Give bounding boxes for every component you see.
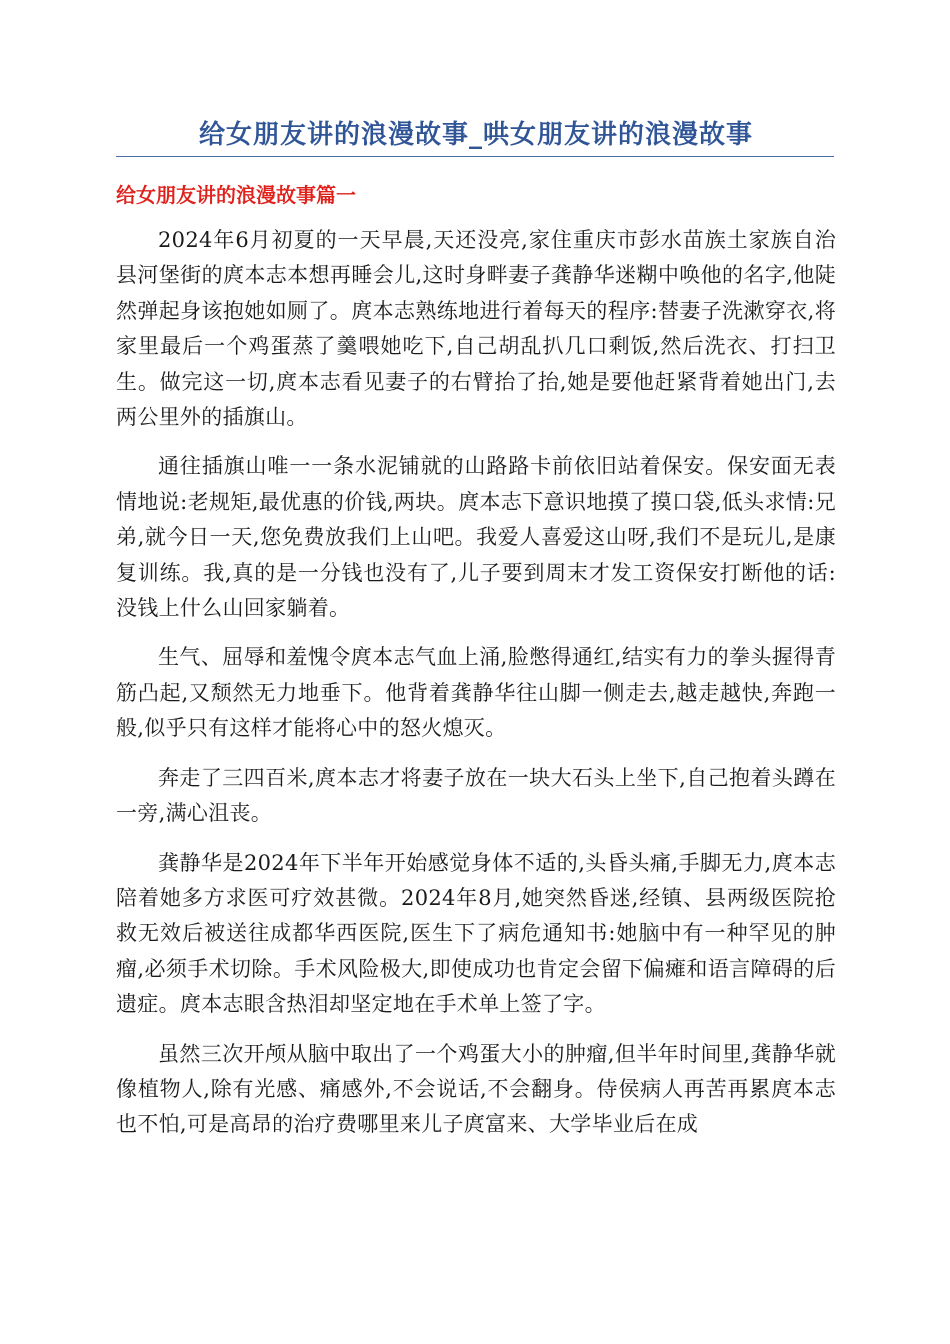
paragraph-1: 2024年6月初夏的一天早晨,天还没亮,家住重庆市彭水苗族土家族自治县河堡街的庹本志本想再睡会儿,这时身畔妻子龚静华迷糊中唤他的名字,他陡然弹起身该抱她如厕了。庹本志熟练地进行着每天的程序:替妻子洗漱穿衣,将家里最后一个鸡蛋蒸了羹喂她吃下,自己胡乱扒几口剩饭,然后洗衣、打扫卫生。做完这一切,庹本志看见妻子的右臂抬了抬,她是要他赶紧背着她出门,去两公里外的插旗山。 [116,228,836,430]
paragraph-6: 虽然三次开颅从脑中取出了一个鸡蛋大小的肿瘤,但半年时间里,龚静华就像植物人,除有光感、痛感外,不会说话,不会翻身。侍侯病人再苦再累庹本志也不怕,可是高昂的治疗费哪里来儿子庹富来、大学毕业后在成 [116,1041,836,1137]
document-title: 给女朋友讲的浪漫故事_哄女朋友讲的浪漫故事 [198,120,753,150]
section-heading: 给女朋友讲的浪漫故事篇一 [116,183,356,207]
title-underline [116,156,834,157]
paragraph-5: 龚静华是2024年下半年开始感觉身体不适的,头昏头痛,手脚无力,庹本志陪着她多方求医可疗效甚微。2024年8月,她突然昏迷,经镇、县两级医院抢救无效后被送往成都华西医院,医生下了病危通知书:她脑中有一种罕见的肿瘤,必须手术切除。手术风险极大,即使成功也肯定会留下偏瘫和语言障碍的后遗症。庹本志眼含热泪却坚定地在手术单上签了字。 [116,850,836,1017]
paragraph-2: 通往插旗山唯一一条水泥铺就的山路路卡前依旧站着保安。保安面无表情地说:老规矩,最优惠的价钱,两块。庹本志下意识地摸了摸口袋,低头求情:兄弟,就今日一天,您免费放我们上山吧。我爱人喜爱这山呀,我们不是玩儿,是康复训练。我,真的是一分钱也没有了,儿子要到周末才发工资保安打断他的话:没钱上什么山回家躺着。 [116,454,836,621]
paragraph-4: 奔走了三四百米,庹本志才将妻子放在一块大石头上坐下,自己抱着头蹲在一旁,满心沮丧。 [116,765,836,826]
paragraph-3: 生气、屈辱和羞愧令庹本志气血上涌,脸憋得通红,结实有力的拳头握得青筋凸起,又颓然无力地垂下。他背着龚静华往山脚一侧走去,越走越快,奔跑一般,似乎只有这样才能将心中的怒火熄灭。 [116,645,836,741]
document-page [116,0,836,1143]
